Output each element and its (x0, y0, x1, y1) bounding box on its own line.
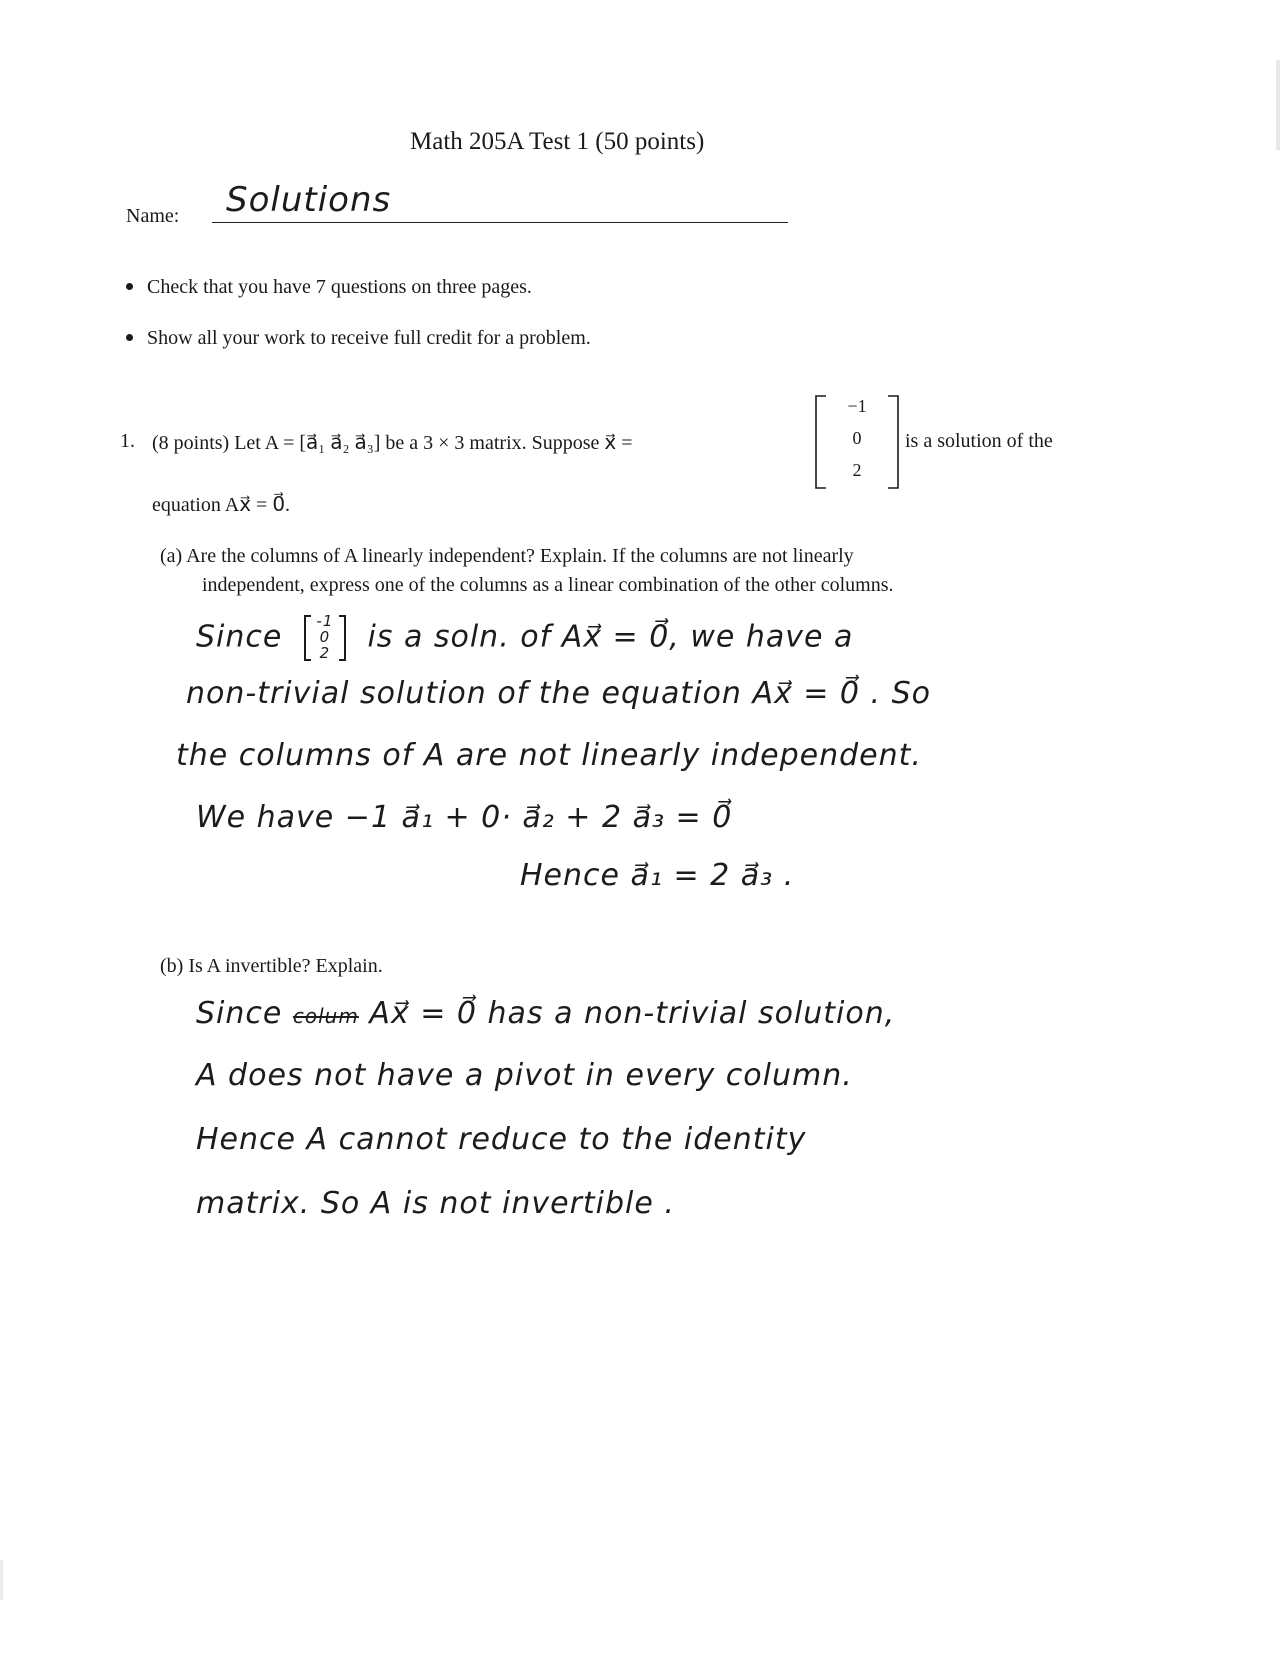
part-b-prompt: (b) Is A invertible? Explain. (160, 955, 383, 977)
answer-word-since: Since (196, 619, 283, 655)
exam-title: Math 205A Test 1 (50 points) (410, 128, 705, 155)
name-label: Name: (126, 205, 180, 227)
part-b-answer-line2: A does not have a pivot in every column. (196, 1058, 853, 1093)
question-stem-start: (8 points) Let A = [a⃗₁ a⃗₂ a⃗₃] be a 3 × 3 matrix. Suppose x⃗ = (152, 432, 633, 454)
part-a-answer-line1 (196, 614, 853, 662)
part-b-answer-line1 (196, 996, 895, 1031)
question-stem-end: equation Ax⃗ = 0⃗. (152, 494, 291, 516)
part-a-answer-line5: Hence a⃗₁ = 2 a⃗₃ . (520, 858, 795, 893)
question-number: 1. (120, 430, 135, 452)
vector-entry: 0 (852, 428, 862, 448)
name-value-handwritten: Solutions (226, 180, 392, 220)
vector-entry: −1 (847, 396, 867, 416)
instruction-item (126, 327, 591, 350)
answer-word-since: Since (196, 996, 283, 1031)
bullet-icon (126, 334, 133, 341)
solution-vector (814, 394, 900, 490)
scan-corner-shadow (0, 1560, 3, 1600)
instruction-text: Check that you have 7 questions on three pages. (147, 276, 532, 298)
mini-vector-entry: -1 (316, 612, 334, 630)
part-a-prompt-line2: independent, express one of the columns as a linear combination of the other columns. (202, 574, 894, 596)
part-a-answer-line3: the columns of A are not linearly independent. (176, 738, 922, 773)
instruction-text: Show all your work to receive full credit for a problem. (147, 327, 591, 349)
part-a-answer-line2: non-trivial solution of the equation Ax⃗ = 0⃗ . So (186, 676, 932, 711)
part-a-answer-line4: We have −1 a⃗₁ + 0· a⃗₂ + 2 a⃗₃ = 0⃗ (196, 800, 733, 835)
part-b-answer-line3: Hence A cannot reduce to the identity (196, 1122, 807, 1157)
answer-line1-rest: is a soln. of Ax⃗ = 0⃗, we have a (367, 619, 854, 655)
part-a-prompt-line1: (a) Are the columns of A linearly independent? Explain. If the columns are not linearly (160, 545, 854, 567)
scan-edge-shadow (1276, 60, 1280, 150)
question-stem-middle: is a solution of the (905, 430, 1053, 452)
mini-vector (303, 614, 347, 662)
mini-vector-entry: 2 (319, 644, 331, 662)
answer-line1-rest: Ax⃗ = 0⃗ has a non-trivial solution, (369, 996, 896, 1031)
mini-vector-entry: 0 (319, 628, 331, 646)
vector-entry: 2 (852, 460, 862, 480)
instruction-item (126, 276, 532, 299)
name-underline (212, 222, 788, 223)
part-b-answer-line4: matrix. So A is not invertible . (196, 1186, 675, 1221)
struck-out-word: colum (292, 1004, 359, 1028)
bullet-icon (126, 283, 133, 290)
